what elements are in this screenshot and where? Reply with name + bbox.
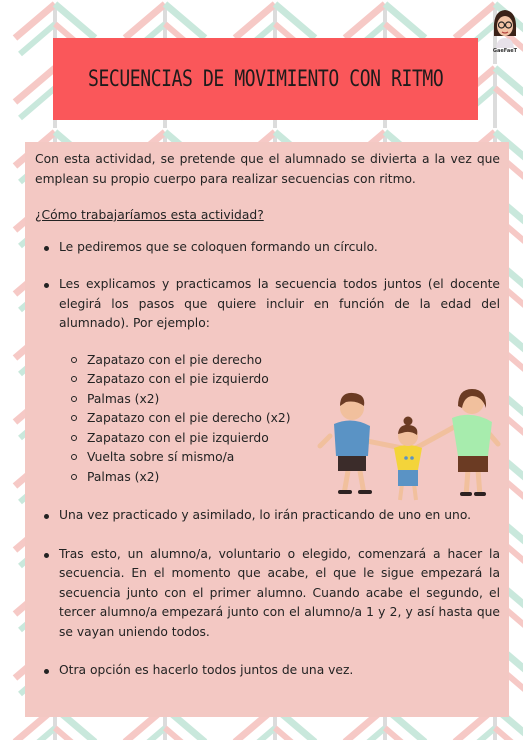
step-item: Zapatazo con el pie izquierdo — [59, 429, 500, 449]
question-heading: ¿Cómo trabajaríamos esta actividad? — [35, 208, 264, 222]
list-item-text: Tras esto, un alumno/a, voluntario o elegido, comenzará a hacer la secuencia. En el momento que acabe, el que le sigue empezará la secuencia junto con el primer alumno. Cuando acabe el segundo, el tercer alumno/a empezará junto con el alumno/a 1 y 2, y así hasta que se vayan uniendo todos. — [59, 546, 500, 639]
list-item — [35, 238, 500, 258]
step-item: Palmas (x2) — [59, 468, 500, 488]
list-item — [35, 661, 500, 681]
title-banner — [53, 38, 478, 120]
list-item-text: Otra opción es hacerlo todos juntos de una vez. — [59, 663, 354, 677]
logo-label: GaeFaeT — [492, 48, 518, 54]
list-item-text: Les explicamos y practicamos la secuencia todos juntos (el docente elegirá los pasos que quiere incluir en función de la edad del alumnado). Por ejemplo: — [59, 277, 500, 330]
avatar-woman-with-glasses-icon — [490, 6, 520, 48]
intro-paragraph: Con esta actividad, se pretende que el alumnado se divierta a la vez que emplean su propio cuerpo para realizar secuencias con ritmo. — [35, 152, 500, 186]
list-item — [35, 545, 500, 643]
page-title: SECUENCIAS DE MOVIMIENTO CON RITMO — [87, 66, 444, 92]
step-item: Palmas (x2) — [59, 390, 500, 410]
step-item: Zapatazo con el pie izquierdo — [59, 370, 500, 390]
step-item: Zapatazo con el pie derecho (x2) — [59, 409, 500, 429]
author-logo — [490, 6, 520, 54]
family-holding-hands-illustration — [316, 386, 502, 504]
list-item-text: Una vez practicado y asimilado, lo irán practicando de uno en uno. — [59, 508, 472, 522]
list-item — [35, 506, 500, 526]
list-item-text: Le pediremos que se coloquen formando un círculo. — [59, 239, 378, 254]
step-item: Zapatazo con el pie derecho — [59, 351, 500, 371]
step-item: Vuelta sobre sí mismo/a — [59, 448, 500, 468]
